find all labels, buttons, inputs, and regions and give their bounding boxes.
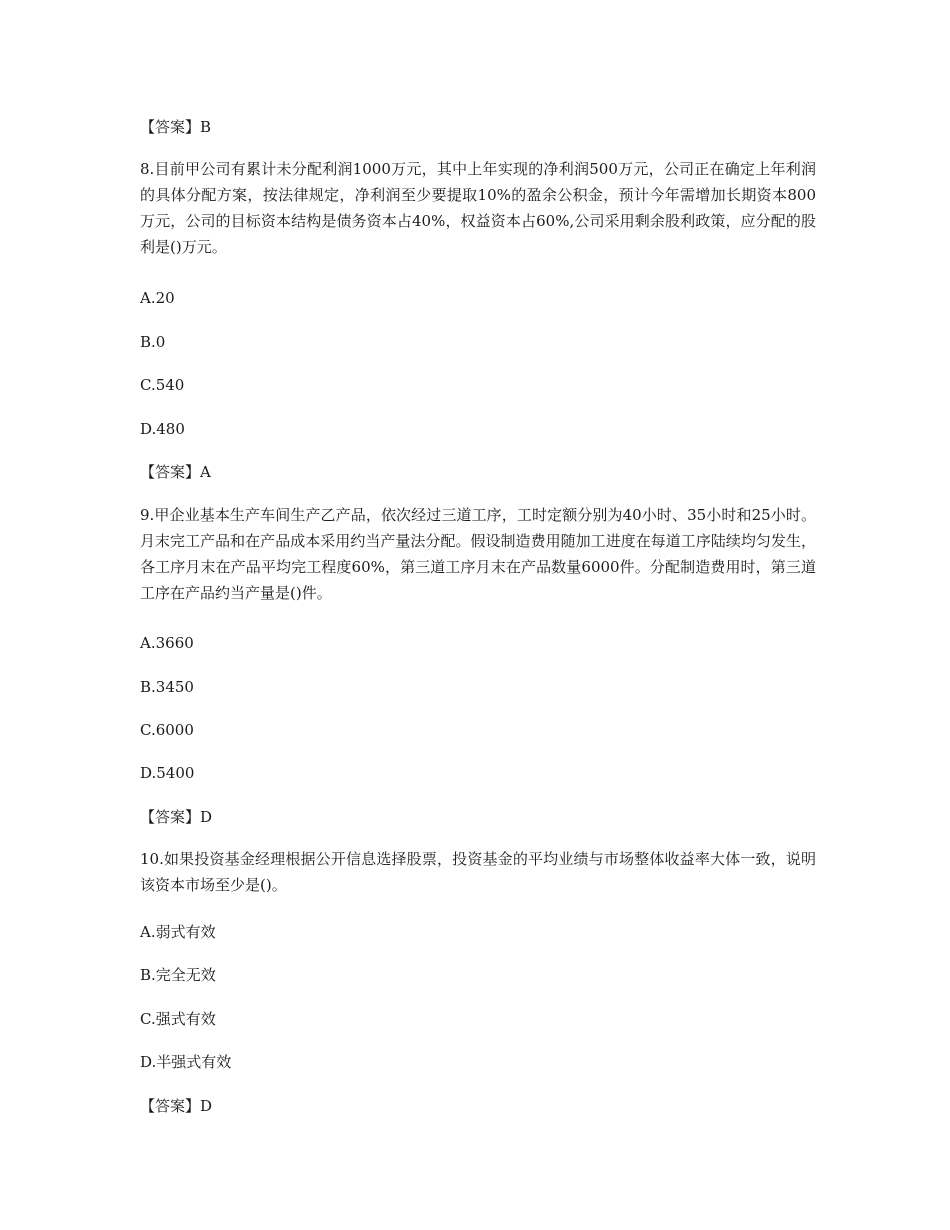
option-line: D.480 xyxy=(140,420,185,438)
option-line: C.强式有效 xyxy=(140,1010,216,1028)
question-9: 9.甲企业基本生产车间生产乙产品，依次经过三道工序，工时定额分别为40小时、35小时和25小时。月末完工产品和在产品成本采用约当产量法分配。假设制造费用随加工进度在每道工序陆续均匀发生，各工序月末在产品平均完工程度60%，第三道工序月末在产品数量6000件。分配制造费用时，第三道工序在产品约当产量是()件。 xyxy=(140,506,816,602)
answer-line: 【答案】B xyxy=(140,118,212,136)
option-line: C.540 xyxy=(140,376,185,394)
option-line: A.3660 xyxy=(140,634,194,652)
option-line: B.3450 xyxy=(140,678,194,696)
answer-line: 【答案】D xyxy=(140,1097,213,1115)
question-10: 10.如果投资基金经理根据公开信息选择股票，投资基金的平均业绩与市场整体收益率大体一致，说明该资本市场至少是()。 xyxy=(140,850,816,894)
answer-line: 【答案】A xyxy=(140,463,211,481)
option-line: B.完全无效 xyxy=(140,966,216,984)
option-line: C.6000 xyxy=(140,721,194,739)
option-line: D.5400 xyxy=(140,764,195,782)
option-line: B.0 xyxy=(140,333,166,351)
answer-line: 【答案】D xyxy=(140,808,213,826)
question-8: 8.目前甲公司有累计未分配利润1000万元，其中上年实现的净利润500万元，公司正在确定上年利润的具体分配方案，按法律规定，净利润至少要提取10%的盈余公积金，预计今年需增加长期资本800万元，公司的目标资本结构是债务资本占40%，权益资本占60%,公司采用剩余股利政策，应分配的股利是()万元。 xyxy=(140,160,816,256)
option-line: D.半强式有效 xyxy=(140,1053,232,1071)
option-line: A.弱式有效 xyxy=(140,923,216,941)
option-line: A.20 xyxy=(140,289,175,307)
